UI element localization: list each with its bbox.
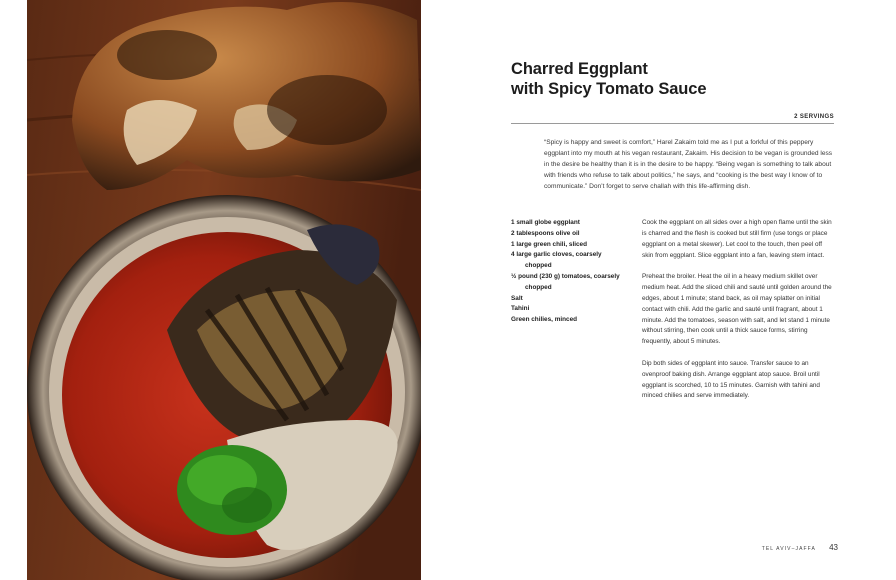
food-photo-icon: [27, 0, 421, 580]
ingredient-item: 2 tablespoons olive oil: [511, 229, 580, 237]
method-steps: [642, 218, 835, 413]
ingredient-item: 1 large green chili, sliced: [511, 240, 588, 248]
recipe-title-line2: with Spicy Tomato Sauce: [511, 79, 707, 98]
method-step: Preheat the broiler. Heat the oil in a heavy medium skillet over medium heat. Add the sliced chili and sauté until golden around the edges, about 1 minute; stand back, as oil may splatter on initial contact with chili. Add the garlic and sauté until fragrant, about 1 minute. Add the tomatoes, season with salt, and let stand 1 minute without stirring, then cook until a thick sauce forms, stirring frequently, about 5 minutes.: [642, 273, 832, 346]
method-step: Cook the eggplant on all sides over a high open flame until the skin is charred and the flesh is cooked but still firm (use tongs or place eggplant on a metal skewer). Let cool to the touch, then peel off skin from eggplant. Slice eggplant into a fan, leaving stem intact.: [642, 219, 832, 259]
ingredient-item: Salt: [511, 294, 523, 302]
ingredient-item: 4 large garlic cloves, coarsely chopped: [511, 251, 602, 270]
recipe-title-line1: Charred Eggplant: [511, 60, 648, 78]
page-number: 43: [829, 543, 838, 552]
title-divider: [511, 123, 834, 124]
ingredient-item: ½ pound (230 g) tomatoes, coarsely chopped: [511, 272, 620, 291]
running-footer: TEL AVIV–JAFFA: [761, 546, 816, 552]
ingredient-item: Tahini: [511, 305, 530, 313]
servings-label: 2 SERVINGS: [794, 114, 834, 120]
food-photo: [27, 0, 421, 580]
ingredient-item: Green chilies, minced: [511, 316, 578, 324]
ingredient-list: [511, 218, 626, 326]
recipe-title: [511, 60, 841, 99]
method-step: Dip both sides of eggplant into sauce. Transfer sauce to an ovenproof baking dish. Arrange eggplant atop sauce. Broil until eggplant is scorched, 10 to 15 minutes. Garnish with tahini and minced chilies and serve immediately.: [642, 359, 820, 400]
recipe-intro: “Spicy is happy and sweet is comfort,” Harel Zakaim told me as I put a forkful of this peppery eggplant into my mouth at his vegan restaurant, Zakaim. His decision to be vegan is grounded less in the desire be healthy than it is in the desire to be happy. “Being vegan is something to talk about with friends who refuse to talk about politics,” he says, and “cooking is the best way I know of to communicate.” Don’t forget to serve challah with this life-affirming dish.: [544, 139, 833, 190]
ingredient-item: 1 small globe eggplant: [511, 219, 580, 226]
